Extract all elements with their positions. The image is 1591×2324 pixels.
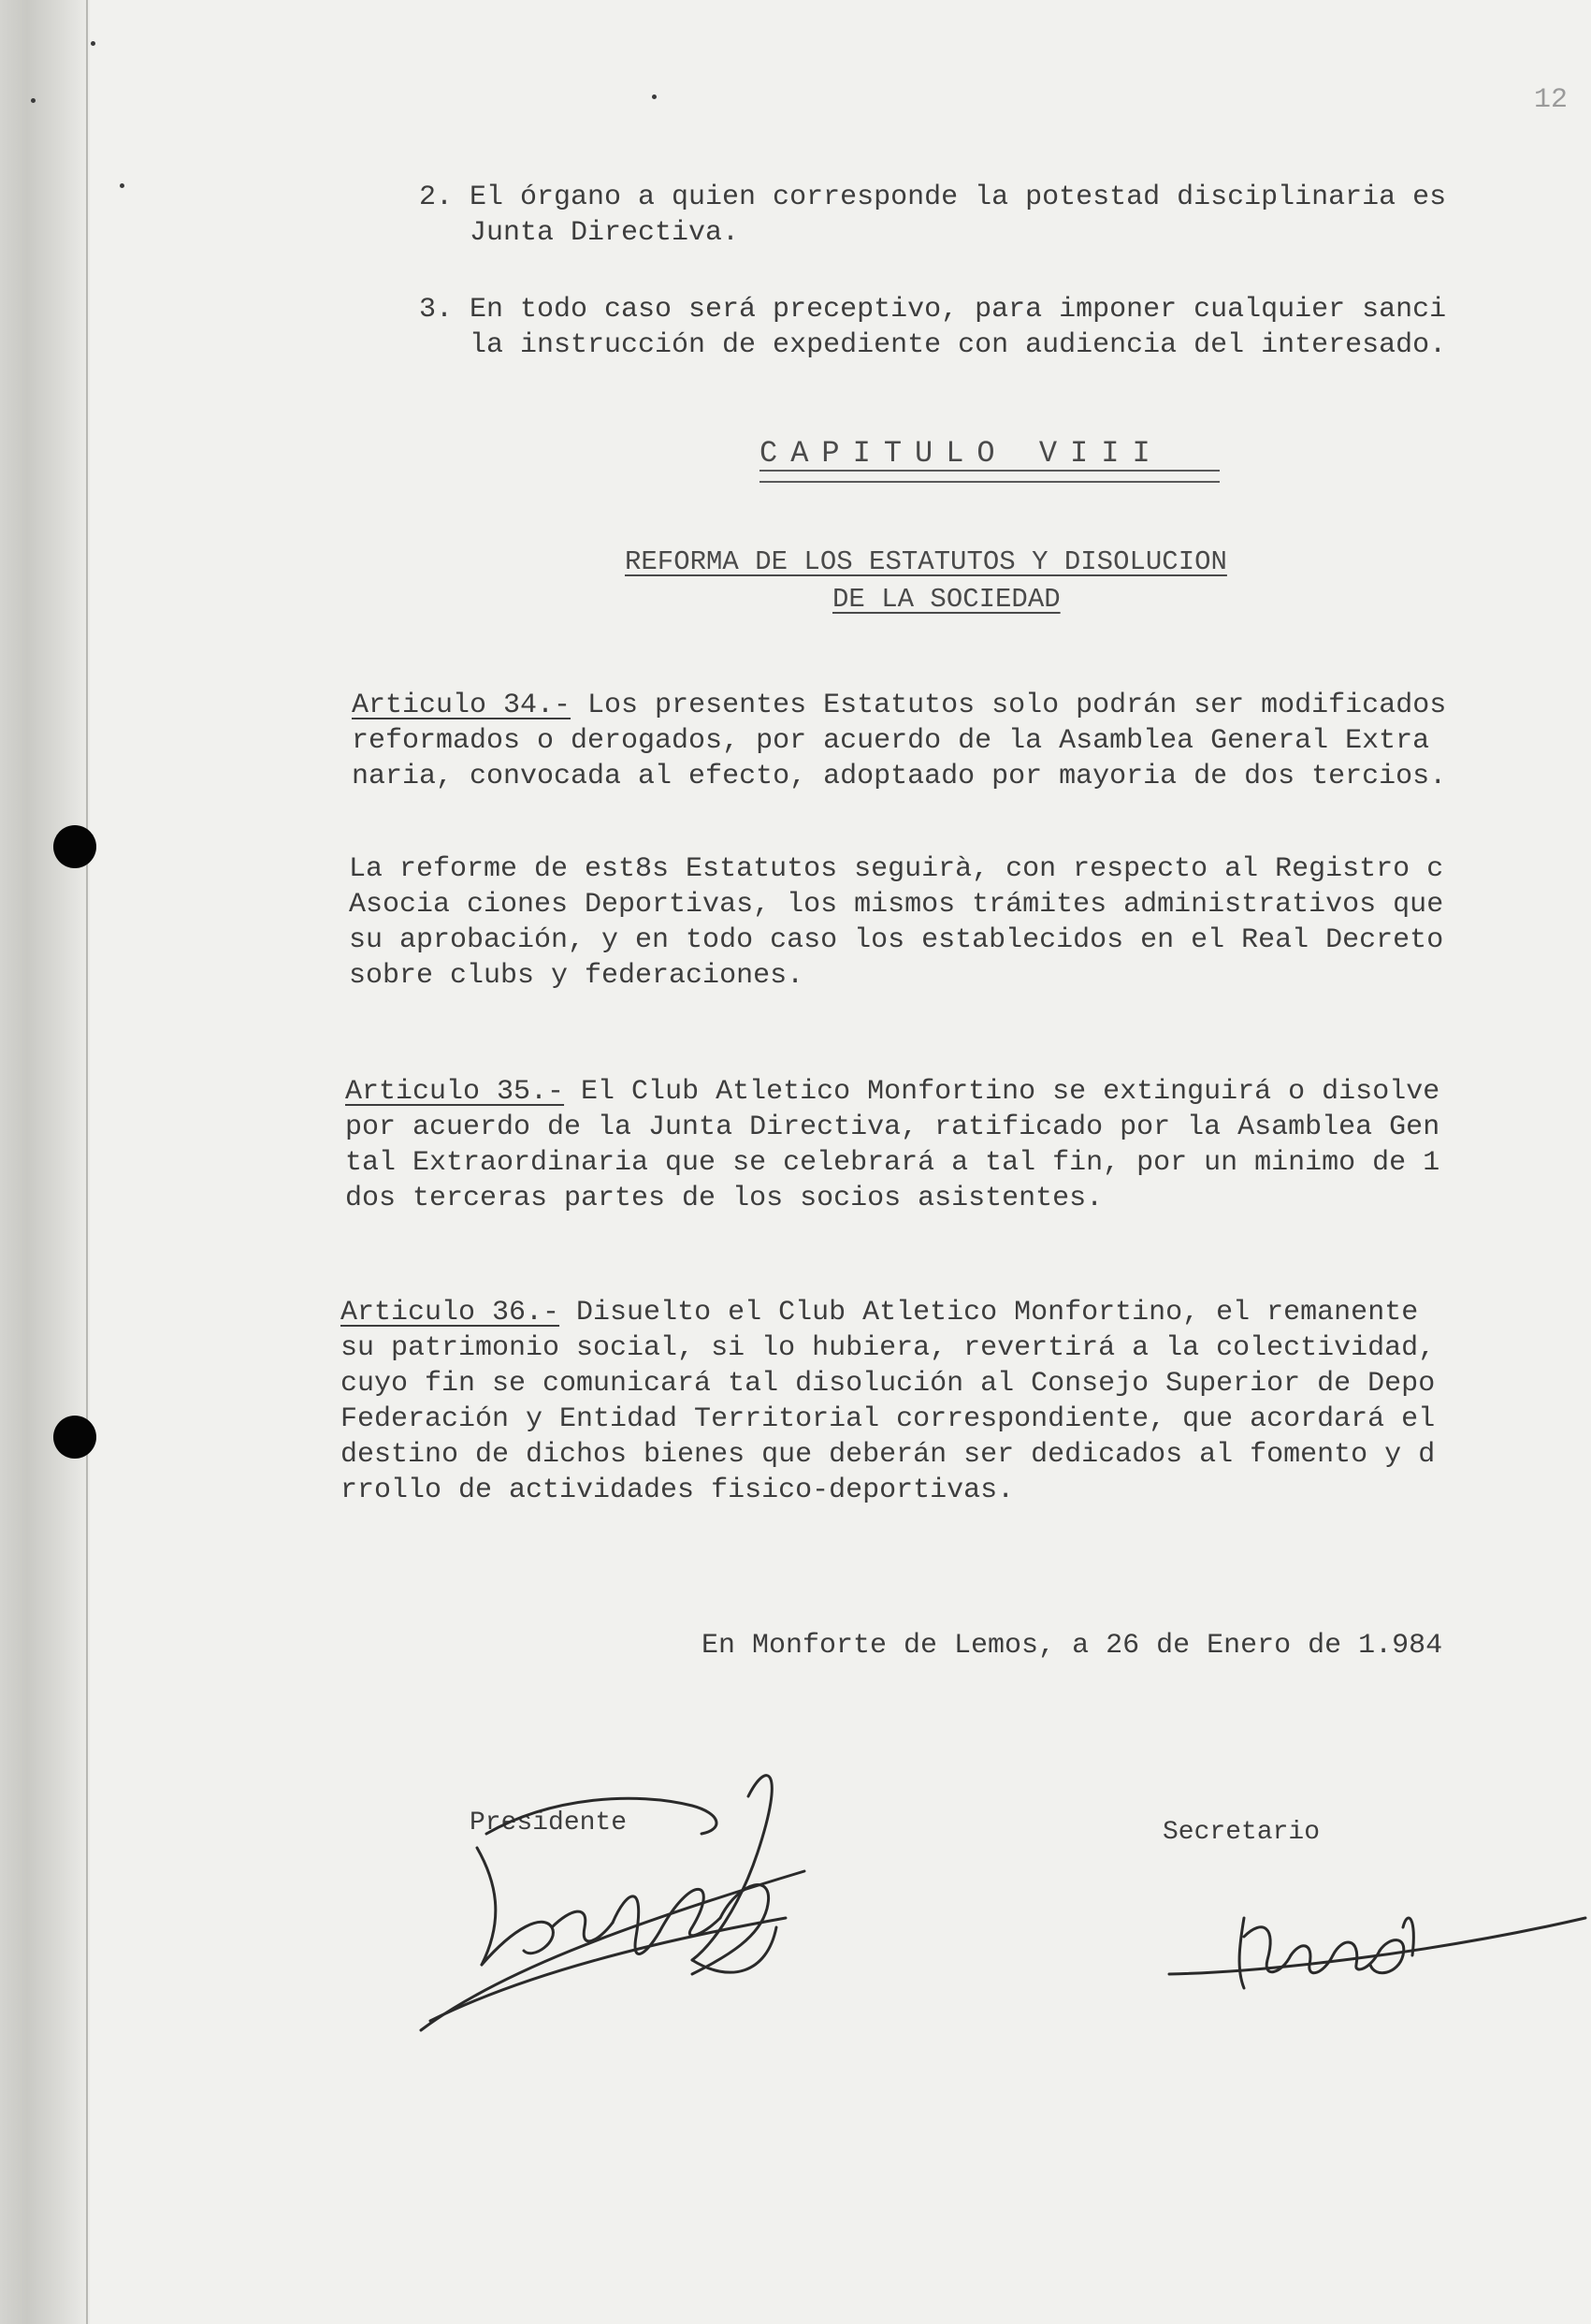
- paragraph-line: su aprobación, y en todo caso los establecidos en el Real Decreto: [349, 924, 1444, 956]
- article-label: Articulo 34.-: [352, 690, 571, 721]
- punch-hole-top: [53, 825, 96, 868]
- article-first-line: [352, 688, 1446, 723]
- chapter-heading: CAPITULO VIII: [759, 436, 1164, 471]
- scan-edge-strip: [0, 0, 90, 2324]
- paragraph-line: Asocia ciones Deportivas, los mismos trámites administrativos que: [349, 889, 1444, 921]
- article-line: dos terceras partes de los socios asistentes.: [345, 1183, 1104, 1214]
- chapter-subheading-line-1: REFORMA DE LOS ESTATUTOS Y DISOLUCION: [625, 546, 1227, 577]
- president-label: Presidente: [470, 1808, 628, 1837]
- item-line: 2. El órgano a quien corresponde la potestad disciplinaria es: [419, 182, 1447, 213]
- place-date: En Monforte de Lemos, a 26 de Enero de 1.984: [701, 1630, 1443, 1662]
- secretary-signature: [1150, 1899, 1590, 2002]
- article-line: El Club Atletico Monfortino se extinguirá o disolve: [564, 1076, 1440, 1108]
- paragraph-line: sobre clubs y federaciones.: [349, 960, 804, 992]
- article-35: [345, 1074, 1588, 1224]
- article-label: Articulo 35.-: [345, 1076, 565, 1108]
- article-line: rrollo de actividades fisico-deportivas.: [340, 1474, 1015, 1506]
- president-signature: [412, 1740, 823, 2058]
- article-line: naria, convocada al efecto, adoptaado por mayoria de dos tercios.: [352, 761, 1447, 792]
- article-line: Los presentes Estatutos solo podrán ser modificados: [571, 690, 1447, 721]
- article-first-line: [345, 1074, 1439, 1110]
- item-line: Junta Directiva.: [419, 217, 740, 249]
- heading-double-underline: [759, 470, 1220, 483]
- scan-fleck: [91, 41, 95, 46]
- article-34: [352, 688, 1588, 800]
- article-line: por acuerdo de la Junta Directiva, ratificado por la Asamblea Gen: [345, 1111, 1440, 1143]
- item-line: la instrucción de expediente con audiencia del interesado.: [419, 329, 1447, 361]
- article-line: reformados o derogados, por acuerdo de la Asamblea General Extra: [352, 725, 1430, 757]
- article-line: tal Extraordinaria que se celebrará a tal fin, por un minimo de 1: [345, 1147, 1440, 1179]
- page-number: 12: [1534, 84, 1569, 116]
- scan-edge-line: [86, 0, 88, 2324]
- secretary-label: Secretario: [1163, 1818, 1321, 1847]
- item-line: 3. En todo caso será preceptivo, para imponer cualquier sanci: [419, 294, 1447, 326]
- article-first-line: [340, 1295, 1418, 1330]
- chapter-subheading-line-2: DE LA SOCIEDAD: [832, 584, 1061, 615]
- item-2: [419, 180, 1588, 254]
- article-line: Federación y Entidad Territorial correspondiente, que acordará el: [340, 1403, 1436, 1435]
- scan-fleck: [652, 94, 657, 99]
- article-line: destino de dichos bienes que deberán ser dedicados al fomento y d: [340, 1439, 1436, 1471]
- punch-hole-bottom: [53, 1416, 96, 1459]
- article-36: [340, 1295, 1588, 1519]
- paragraph-line: La reforme de est8s Estatutos seguirà, con respecto al Registro c: [349, 853, 1444, 885]
- article-line: Disuelto el Club Atletico Monfortino, el remanente: [559, 1297, 1419, 1329]
- item-3: [419, 292, 1588, 367]
- article-label: Articulo 36.-: [340, 1297, 560, 1329]
- article-line: su patrimonio social, si lo hubiera, revertirá a la colectividad,: [340, 1332, 1436, 1364]
- scan-fleck: [31, 98, 36, 103]
- reform-paragraph: [349, 851, 1588, 1001]
- article-line: cuyo fin se comunicará tal disolución al Consejo Superior de Depo: [340, 1368, 1436, 1400]
- scan-fleck: [120, 183, 124, 188]
